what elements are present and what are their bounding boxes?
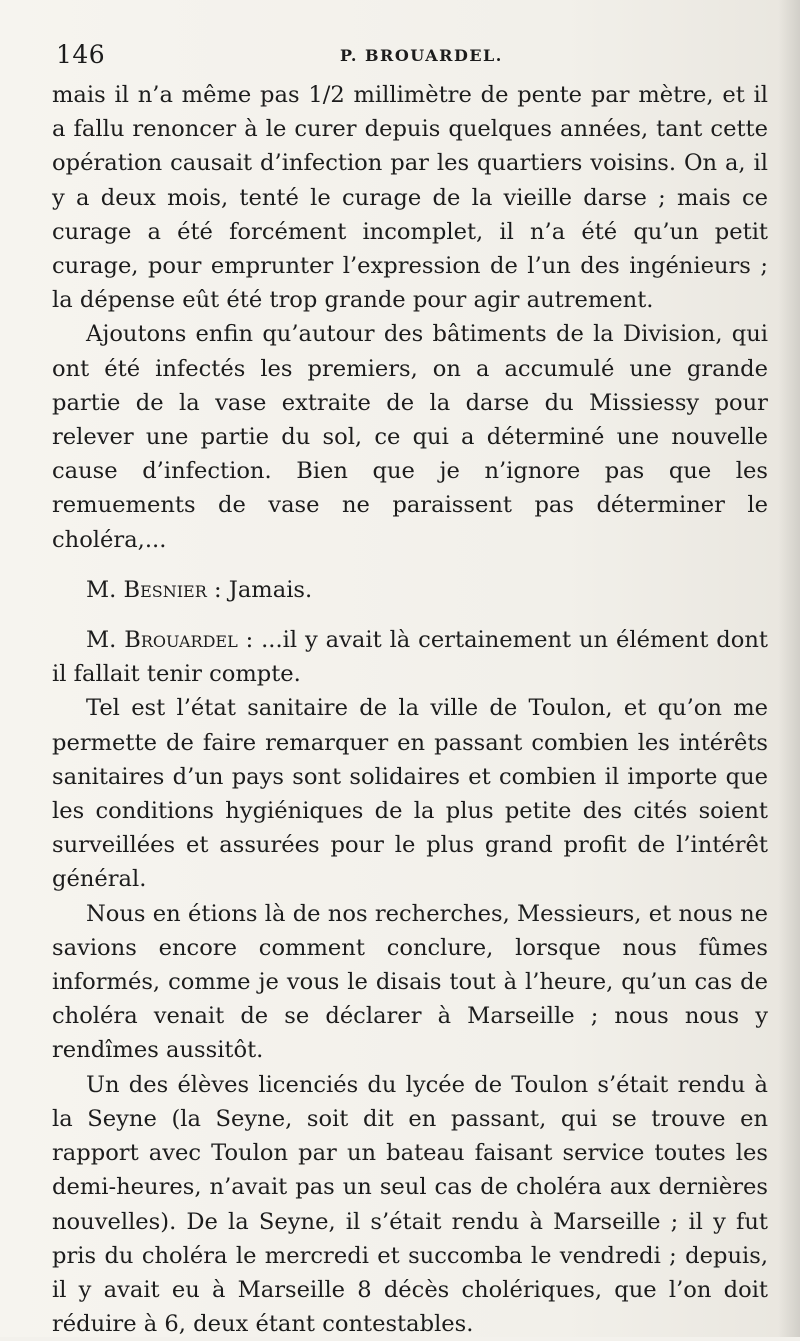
page-number: 146 — [56, 40, 106, 69]
page-edge-shadow — [778, 0, 800, 1337]
running-title: P. BROUARDEL. — [340, 46, 503, 65]
speaker-brouardel: M. Brouardel : — [86, 627, 254, 654]
paragraph-6: Nous en étions là de nos recherches, Messieurs, et nous ne savions encore comment conclure, lorsque nous fûmes informés, comme je vous le disais tout à l’heure, qu’un cas de choléra venait de se déclarer à Marseille ; nous nous y rendîmes aussitôt. — [52, 900, 768, 1064]
running-head — [52, 40, 768, 74]
body-text — [52, 78, 768, 1341]
dialogue-brouardel — [52, 623, 768, 691]
dialogue-besnier-text: Jamais. — [221, 576, 313, 603]
dialogue-besnier — [52, 573, 768, 607]
speaker-besnier: M. Besnier : — [86, 576, 222, 603]
dialogue-brouardel-text: ...il y avait là certainement un élément dont il fallait tenir compte. — [52, 627, 768, 688]
paragraph-5: Tel est l’état sanitaire de la ville de Toulon, et qu’on me permette de faire remarquer en passant combien les intérêts sanitaires d’un pays sont solidaires et combien il importe que les conditions hygiéniques de la plus petite des cités soient surveillées et assurées pour le plus grand profit de l’intérêt général. — [52, 695, 768, 893]
paragraph-7: Un des élèves licenciés du lycée de Toulon s’était rendu à la Seyne (la Seyne, soit dit en passant, qui se trouve en rapport avec Toulon par un bateau faisant service toutes les demi-heures, n’avait pas un seul cas de choléra aux dernières nouvelles). De la Seyne, il s’était rendu à Marseille ; il y fut pris du choléra le mercredi et succomba le vendredi ; depuis, il y avait eu à Marseille 8 décès cholériques, que l’on doit réduire à 6, deux étant contestables. — [52, 1071, 768, 1338]
paragraph-1: mais il n’a même pas 1/2 millimètre de pente par mètre, et il a fallu renoncer à le curer depuis quelques années, tant cette opération causait d’infection par les quartiers voisins. On a, il y a deux mois, tenté le curage de la vieille darse ; mais ce curage a été forcément incomplet, il n’a été qu’un petit curage, pour emprunter l’expression de l’un des ingénieurs ; la dépense eût été trop grande pour agir autrement. — [52, 82, 768, 314]
paragraph-2: Ajoutons enfin qu’autour des bâtiments de la Division, qui ont été infectés les premiers, on a accumulé une grande partie de la vase extraite de la darse du Missiessy pour relever une partie du sol, ce qui a déterminé une nouvelle cause d’infection. Bien que je n’ignore pas que les remuements de vase ne paraissent pas déterminer le choléra,... — [52, 321, 768, 553]
